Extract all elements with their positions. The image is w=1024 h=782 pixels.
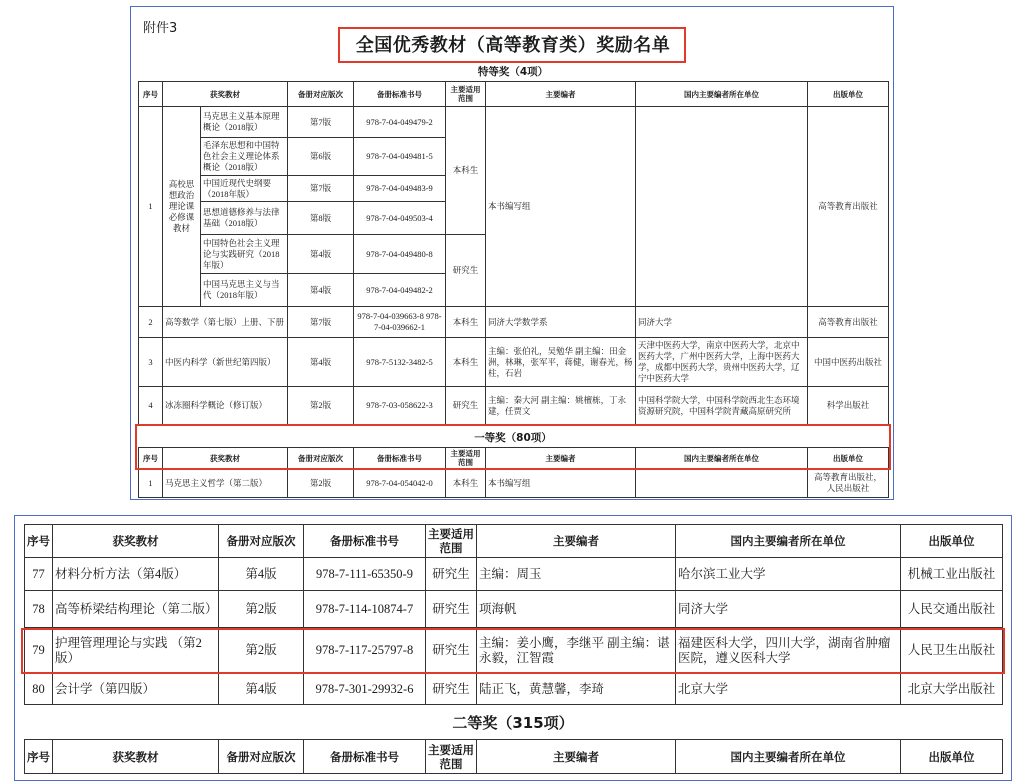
header-scope: 主要适用范围: [426, 525, 477, 558]
scope: 研究生: [426, 674, 477, 705]
isbn: 978-7-04-039663-8 978-7-04-039662-1: [354, 307, 446, 338]
editors: 主编：周玉: [477, 558, 676, 591]
textbook-title: 高等桥梁结构理论（第二版）: [53, 591, 219, 628]
publisher: 北京大学出版社: [901, 674, 1003, 705]
scope: 研究生: [446, 235, 486, 307]
header-publisher: 出版单位: [808, 82, 889, 107]
edition: 第4版: [219, 558, 304, 591]
table-row: [25, 628, 1003, 674]
header-no: 序号: [139, 82, 163, 107]
textbook-title: 会计学（第四版）: [53, 674, 219, 705]
table-row: [25, 591, 1003, 628]
header-textbook: 获奖教材: [163, 448, 288, 469]
unit: 北京大学: [676, 674, 901, 705]
header-no: 序号: [25, 740, 53, 774]
special-award-subtitle: 特等奖（4项）: [477, 66, 549, 78]
header-edition: 备册对应版次: [219, 525, 304, 558]
publisher: 人民交通出版社: [901, 591, 1003, 628]
table-header-row: [139, 448, 889, 469]
header-textbook: 获奖教材: [53, 525, 219, 558]
scope: 本科生: [446, 469, 486, 498]
top-document-panel: [130, 6, 894, 500]
annex-label: 附件3: [143, 21, 178, 36]
publisher: 中国中医药出版社: [808, 338, 889, 387]
special-award-table: [138, 81, 889, 425]
header-isbn: 备册标准书号: [304, 525, 426, 558]
first-award-continued-table: [24, 524, 1003, 705]
edition: 第2版: [219, 591, 304, 628]
isbn: 978-7-111-65350-9: [304, 558, 426, 591]
edition: 第2版: [288, 469, 354, 498]
table-row: [139, 338, 889, 387]
isbn: 978-7-114-10874-7: [304, 591, 426, 628]
table-row: [139, 307, 889, 338]
isbn: 978-7-04-049480-8: [354, 235, 446, 274]
header-unit: 国内主要编者所在单位: [636, 448, 808, 469]
header-scope: 主要适用范围: [446, 448, 486, 469]
isbn: 978-7-301-29932-6: [304, 674, 426, 705]
unit: 同济大学: [636, 307, 808, 338]
scope: 研究生: [426, 628, 477, 674]
unit: 同济大学: [676, 591, 901, 628]
header-scope: 主要适用范围: [426, 740, 477, 774]
editors: 主编：姜小鹰，李继平 副主编：谌永毅，江智霞: [477, 628, 676, 674]
textbook-group: 高校思想政治理论课必修课教材: [163, 107, 201, 307]
bottom-document-panel: [14, 515, 1012, 781]
edition: 第4版: [288, 274, 354, 307]
textbook-title: 高等数学（第七版）上册、下册: [163, 307, 288, 338]
edition: 第4版: [219, 674, 304, 705]
row-no: 80: [25, 674, 53, 705]
header-unit: 国内主要编者所在单位: [636, 82, 808, 107]
textbook-title: 中医内科学（新世纪第四版）: [163, 338, 288, 387]
scope: 本科生: [446, 107, 486, 235]
scope: 研究生: [426, 558, 477, 591]
second-award-table: [24, 739, 1003, 774]
editors: 主编：秦大河 副主编：姚檀栋，丁永建，任贾文: [486, 387, 636, 425]
textbook-title: 毛泽东思想和中国特色社会主义理论体系概论（2018版）: [201, 138, 288, 176]
row-no: 1: [139, 107, 163, 307]
header-textbook: 获奖教材: [53, 740, 219, 774]
edition: 第2版: [288, 387, 354, 425]
isbn: 978-7-117-25797-8: [304, 628, 426, 674]
editors: 主编：张伯礼，吴勉华 副主编：田金洲，林琳，张军平，蒋健，谢春光，杨柱，石岩: [486, 338, 636, 387]
edition: 第4版: [288, 235, 354, 274]
textbook-title: 思想道德修养与法律基础（2018版）: [201, 202, 288, 235]
scope: 研究生: [426, 591, 477, 628]
textbook-title: 护理管理理论与实践 （第2版）: [53, 628, 219, 674]
publisher: 高等教育出版社: [808, 307, 889, 338]
document-title: 全国优秀教材（高等教育类）奖励名单: [355, 35, 671, 56]
textbook-title: 中国特色社会主义理论与实践研究（2018年版）: [201, 235, 288, 274]
table-row: [25, 558, 1003, 591]
header-editors: 主要编者: [486, 448, 636, 469]
first-award-subtitle: 一等奖（80项）: [474, 432, 552, 444]
isbn: 978-7-04-049482-2: [354, 274, 446, 307]
isbn: 978-7-04-049503-4: [354, 202, 446, 235]
first-award-table: [138, 447, 889, 498]
textbook-title: 中国近现代史纲要（2018年版）: [201, 176, 288, 202]
header-isbn: 备册标准书号: [354, 448, 446, 469]
scope: 本科生: [446, 307, 486, 338]
edition: 第2版: [219, 628, 304, 674]
header-isbn: 备册标准书号: [354, 82, 446, 107]
header-isbn: 备册标准书号: [304, 740, 426, 774]
row-no: 1: [139, 469, 163, 498]
publisher: 机械工业出版社: [901, 558, 1003, 591]
editors: 本书编写组: [486, 107, 636, 307]
publisher: 人民卫生出版社: [901, 628, 1003, 674]
edition: 第6版: [288, 138, 354, 176]
row-no: 2: [139, 307, 163, 338]
edition: 第7版: [288, 107, 354, 138]
row-no: 78: [25, 591, 53, 628]
scope: 研究生: [446, 387, 486, 425]
isbn: 978-7-5132-3482-5: [354, 338, 446, 387]
textbook-title: 中国马克思主义与当代（2018年版）: [201, 274, 288, 307]
table-header-row: [25, 525, 1003, 558]
textbook-title: 马克思主义哲学（第二版）: [163, 469, 288, 498]
header-publisher: 出版单位: [808, 448, 889, 469]
publisher: 高等教育出版社: [808, 107, 889, 307]
header-edition: 备册对应版次: [288, 448, 354, 469]
scope: 本科生: [446, 338, 486, 387]
unit: [636, 107, 808, 307]
row-no: 79: [25, 628, 53, 674]
isbn: 978-7-04-049481-5: [354, 138, 446, 176]
isbn: 978-7-04-049483-9: [354, 176, 446, 202]
header-unit: 国内主要编者所在单位: [676, 525, 901, 558]
isbn: 978-7-03-058622-3: [354, 387, 446, 425]
header-editors: 主要编者: [477, 740, 676, 774]
editors: 本书编写组: [486, 469, 636, 498]
table-row: [139, 107, 889, 138]
unit: [636, 469, 808, 498]
editors: 同济大学数学系: [486, 307, 636, 338]
header-no: 序号: [139, 448, 163, 469]
textbook-title: 冰冻圈科学概论（修订版）: [163, 387, 288, 425]
row-no: 3: [139, 338, 163, 387]
header-unit: 国内主要编者所在单位: [676, 740, 901, 774]
header-textbook: 获奖教材: [163, 82, 288, 107]
unit: 中国科学院大学，中国科学院西北生态环境资源研究院，中国科学院青藏高原研究所: [636, 387, 808, 425]
textbook-title: 材料分析方法（第4版）: [53, 558, 219, 591]
edition: 第4版: [288, 338, 354, 387]
table-header-row: [139, 82, 889, 107]
header-publisher: 出版单位: [901, 525, 1003, 558]
header-editors: 主要编者: [477, 525, 676, 558]
table-row: [25, 674, 1003, 705]
textbook-title: 马克思主义基本原理概论（2018版）: [201, 107, 288, 138]
header-no: 序号: [25, 525, 53, 558]
publisher: 科学出版社: [808, 387, 889, 425]
row-no: 4: [139, 387, 163, 425]
row-no: 77: [25, 558, 53, 591]
table-row: [139, 387, 889, 425]
header-edition: 备册对应版次: [219, 740, 304, 774]
editors: 陆正飞，黄慧馨，李琦: [477, 674, 676, 705]
header-edition: 备册对应版次: [288, 82, 354, 107]
isbn: 978-7-04-049479-2: [354, 107, 446, 138]
edition: 第7版: [288, 307, 354, 338]
isbn: 978-7-04-054042-0: [354, 469, 446, 498]
table-header-row: [25, 740, 1003, 774]
header-editors: 主要编者: [486, 82, 636, 107]
unit: 哈尔滨工业大学: [676, 558, 901, 591]
header-scope: 主要适用范围: [446, 82, 486, 107]
edition: 第7版: [288, 176, 354, 202]
second-award-subtitle: 二等奖（315项）: [452, 714, 574, 732]
editors: 项海帆: [477, 591, 676, 628]
unit: 天津中医药大学，南京中医药大学，北京中医药大学，广州中医药大学，上海中医药大学，成都中医药大学，贵州中医药大学，辽宁中医药大学: [636, 338, 808, 387]
table-row: [139, 469, 889, 498]
unit: 福建医科大学，四川大学，湖南省肿瘤医院，遵义医科大学: [676, 628, 901, 674]
header-publisher: 出版单位: [901, 740, 1003, 774]
edition: 第8版: [288, 202, 354, 235]
publisher: 高等教育出版社，人民出版社: [808, 469, 889, 498]
